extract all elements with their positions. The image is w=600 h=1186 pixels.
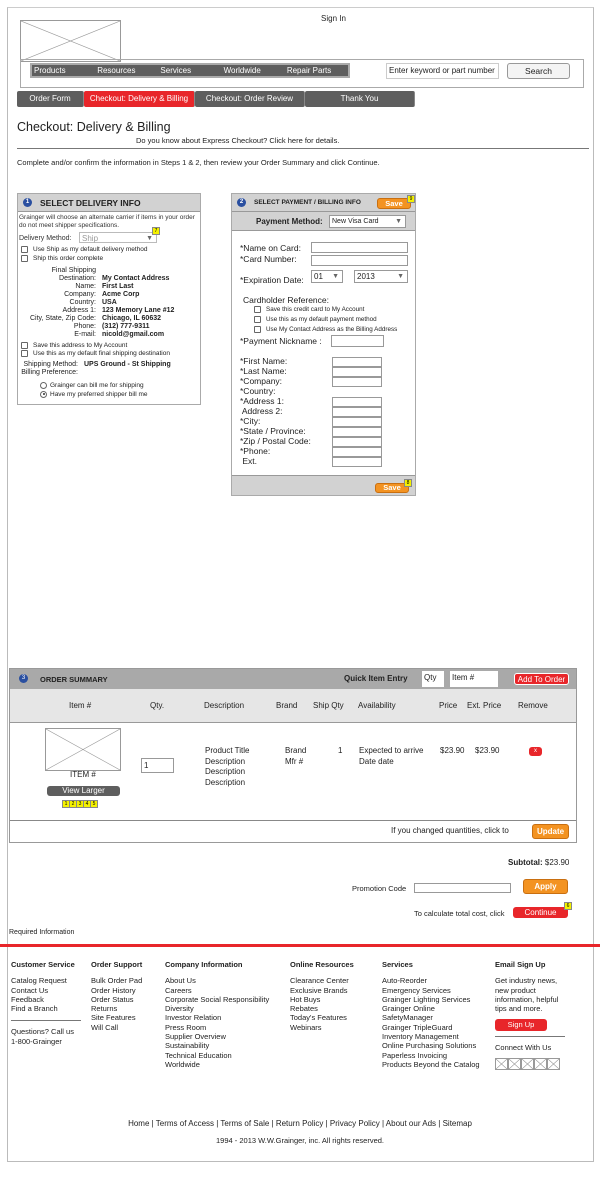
billing-field-label: *Last Name: [240,366,287,376]
rating-tag[interactable]: 4 [83,800,91,808]
column-header: Ext. Price [467,701,502,710]
default-payment-checkbox[interactable] [254,316,261,323]
customer-service-phone: Questions? Call us [11,1027,74,1037]
footer-link[interactable]: Sustainability [165,1041,210,1051]
column-header: Availability [358,701,396,710]
detail-value: Acme Corp [102,291,140,298]
save-address-checkbox[interactable] [21,342,28,349]
delivery-method-label: Delivery Method: [19,235,72,242]
footer-link[interactable]: Paperless Invoicing [382,1050,448,1060]
detail-value: My Contact Address [102,275,170,282]
nav-products[interactable]: Products [34,66,66,75]
step-thank-you[interactable]: Thank You [305,91,415,107]
promo-code-input[interactable] [414,883,511,893]
footer-heading: Services [382,960,413,969]
page-title: Checkout: Delivery & Billing [17,120,171,134]
default-destination-checkbox[interactable] [21,350,28,357]
default-delivery-checkbox[interactable] [21,246,28,253]
nav-worldwide[interactable]: Worldwide [223,66,261,75]
delivery-method-value: Ship [82,234,99,243]
rating-tag[interactable]: 5 [90,800,98,808]
required-info-note: Required Information [9,929,75,936]
text-line: Product Title [205,746,250,755]
payment-method-label: Payment Method: [256,217,323,226]
footer-link[interactable]: Diversity [165,1004,194,1014]
footer-link[interactable]: Returns [91,1004,118,1014]
divider [11,1020,81,1021]
subtotal-value: $23.90 [544,858,570,867]
detail-label: E-mail: [74,331,96,338]
detail-label: Company: [64,291,96,298]
footer-link[interactable]: Press Room [165,1022,207,1032]
billing-field-label: *City: [240,416,261,426]
payment-method-select[interactable] [329,215,406,228]
exp-year-select[interactable] [354,270,408,283]
ship-complete-label: Ship this order complete [33,255,104,262]
detail-label: City, State, Zip Code: [29,315,96,322]
detail-row [18,299,200,307]
billing-field-label: *Phone: [240,446,271,456]
detail-label: Country: [69,299,96,306]
payment-method-value: New Visa Card [332,218,379,225]
divider [495,1036,565,1037]
shipper-bill-radio[interactable] [40,391,47,398]
main-menu [30,63,350,78]
payment-nickname-label: *Payment Nickname : [240,336,322,346]
grainger-bill-radio[interactable] [40,382,47,389]
instructions: Complete and/or confirm the information in Steps 1 & 2, then review your Order Summary and click Continue. [17,158,380,167]
detail-value: 123 Memory Lane #12 [102,307,175,314]
column-header: Qty. [150,701,165,710]
column-header: Description [204,701,245,710]
name-on-card-input[interactable] [311,242,408,253]
annotation-tag: 7 [152,227,160,235]
promo-code-label: Promotion Code [352,884,407,893]
billing-field-input[interactable] [332,367,382,377]
detail-row [18,291,200,299]
footer-link[interactable]: Investor Relation [165,1013,222,1023]
detail-row [18,315,200,323]
billing-field-input[interactable] [332,457,382,467]
update-button[interactable]: Update [532,824,569,839]
text-line: Description [205,756,246,766]
quick-item-input[interactable]: Item # [450,671,498,687]
sign-in-link[interactable]: Sign In [321,14,346,23]
footer-link[interactable]: Order Status [91,994,134,1004]
chevron-down-icon: ▼ [332,273,339,280]
footer-column [382,960,502,1069]
copyright: 1994 - 2013 W.W.Grainger, inc. All rights reserved. [216,1136,384,1145]
view-larger-button[interactable]: View Larger [47,786,120,796]
detail-row [18,323,200,331]
exp-month-select[interactable] [311,270,343,283]
item-ship-qty: 1 [338,746,343,755]
social-icon[interactable] [547,1058,560,1070]
card-number-input[interactable] [311,255,408,266]
footer-column [495,960,570,1070]
delivery-header [18,194,200,212]
footer-heading: Company Information [165,960,243,969]
footer-link[interactable]: Bulk Order Pad [91,976,143,986]
footer-link[interactable]: Careers [165,985,192,995]
billing-field-label: *Country: [240,386,276,396]
step-order-review[interactable]: Checkout: Order Review [195,91,305,107]
ship-complete-checkbox[interactable] [21,255,28,262]
detail-value: Chicago, IL 60632 [102,315,162,322]
footer-link[interactable]: Corporate Social Responsibility [165,994,270,1004]
footer-link[interactable]: Auto-Reorder [382,976,428,986]
delivery-method-select[interactable] [79,232,157,243]
payment-title: SELECT PAYMENT / BILLING INFO [254,199,361,206]
billing-field-label: Address 2: [240,406,283,416]
column-header: Ship Qty [313,701,344,710]
detail-row [18,283,200,291]
payment-panel [231,193,416,496]
text-line: Brand [285,746,307,755]
detail-value: First Last [102,283,134,290]
column-header: Remove [518,701,548,710]
save-button-bottom[interactable]: Save [375,483,409,493]
social-icons [495,1058,570,1070]
express-checkout-link[interactable]: Do you know about Express Checkout? Click here for details. [136,136,340,145]
grainger-bill-label: Grainger can bill me for shipping [50,382,144,390]
calculate-instruction: To calculate total cost, click [414,909,505,918]
shipping-method-value: UPS Ground - St Shipping [84,361,171,369]
cardholder-reference-label: Cardholder Reference: [243,295,329,305]
search-button[interactable]: Search [507,63,570,79]
detail-row [18,267,200,283]
order-summary-title: ORDER SUMMARY [40,675,108,684]
exp-year-value: 2013 [357,272,375,281]
footer-link[interactable]: Exclusive Brands [290,985,348,995]
footer-link[interactable]: Webinars [290,1022,322,1032]
item-ext-price: $23.90 [475,746,500,755]
detail-value: (312) 777-9311 [102,323,150,330]
social-icon[interactable] [521,1058,534,1070]
text-line: Mfr # [285,756,304,766]
footer-link[interactable]: Worldwide [165,1059,200,1069]
signup-text: Get industry news, new product information, helpful tips and more. [495,976,559,1014]
footer-link[interactable]: Supplier Overview [165,1032,226,1042]
shipping-details [18,267,200,339]
footer-link[interactable]: Today's Features [290,1013,347,1023]
footer-link[interactable]: Online Purchasing Solutions [382,1041,477,1051]
step-number-icon: 1 [23,198,32,207]
footer-heading: Customer Service [11,960,75,969]
footer-link[interactable]: Inventory Management [382,1032,459,1042]
footer-link[interactable]: Technical Education [165,1050,232,1060]
footer-link[interactable]: Feedback [11,994,44,1004]
footer-links[interactable]: Home | Terms of Access | Terms of Sale | Return Policy | Privacy Policy | About our Ads | Sitemap [128,1119,472,1128]
footer-link[interactable]: Site Features [91,1013,136,1023]
footer-link[interactable]: Order History [91,985,136,995]
subtotal-label: Subtotal: [508,858,543,867]
billing-field-input[interactable] [332,357,382,367]
item-brand [285,746,306,767]
contact-billing-label: Use My Contact Address as the Billing Address [266,326,398,333]
default-payment-label: Use this as my default payment method [266,316,377,323]
step-delivery-billing[interactable]: Checkout: Delivery & Billing [84,91,195,107]
sign-up-button[interactable]: Sign Up [495,1019,547,1031]
billing-preference-label: Billing Preference: [21,369,78,377]
footer-heading: Order Support [91,960,143,969]
footer-heading: Email Sign Up [495,960,546,969]
column-header: Brand [276,701,298,710]
footer-link[interactable]: Rebates [290,1004,318,1014]
save-card-checkbox[interactable] [254,306,261,313]
name-on-card-label: *Name on Card: [240,243,301,253]
footer-link[interactable]: Will Call [91,1022,119,1032]
default-destination-label: Use this as my default final shipping destination [33,350,170,358]
carrier-note: Grainger will choose an alternate carrier if items in your order do not meet shipper specifications. [19,214,195,229]
detail-row [18,331,200,339]
rating-tag[interactable]: 1 [62,800,70,808]
item-number: ITEM # [70,770,96,779]
delivery-title: SELECT DELIVERY INFO [40,197,141,208]
logo-placeholder[interactable] [20,20,121,62]
annotation-tag: 8 [404,479,412,487]
save-address-label: Save this address to My Account [33,342,128,350]
rating-tag[interactable]: 3 [76,800,84,808]
shipper-bill-label: Have my preferred shipper bill me [50,390,148,398]
detail-value: nicold@gmail.com [102,331,165,338]
item-price: $23.90 [440,746,465,755]
billing-field-input[interactable] [332,437,382,447]
footer-link[interactable]: Grainger TripleGuard [382,1022,453,1032]
billing-field-input[interactable] [332,447,382,457]
add-to-order-button[interactable]: Add To Order [514,673,569,685]
column-header: Price [439,701,458,710]
annotation-tag: 9 [407,195,415,203]
quick-qty-input[interactable]: Qty [422,671,444,687]
billing-field-label: *Zip / Postal Code: [240,436,311,446]
column-header: Item # [69,701,92,710]
payment-nickname-input[interactable] [331,335,384,347]
billing-field-input[interactable] [332,377,382,387]
divider [10,820,576,821]
billing-field-input[interactable] [332,417,382,427]
update-instruction: If you changed quantities, click to [391,826,509,835]
footer-link[interactable]: Hot Buys [290,994,321,1004]
customer-service-phone: 1-800-Grainger [11,1036,62,1046]
billing-field-label: Ext. [240,456,258,466]
billing-field-label: *First Name: [240,356,288,366]
billing-field-input[interactable] [332,407,382,417]
chevron-down-icon: ▼ [395,218,402,225]
social-icon[interactable] [495,1058,508,1070]
annotation-tag: 6 [564,902,572,910]
social-icon[interactable] [508,1058,521,1070]
quick-item-entry-label: Quick Item Entry [344,674,408,683]
footer-link[interactable]: Products Beyond the Catalog [382,1059,480,1069]
connect-label: Connect With Us [495,1043,552,1053]
text-line: Description [205,767,246,776]
search-input[interactable]: Enter keyword or part number [386,63,499,79]
rating-tags [62,800,97,808]
footer-link[interactable]: Clearance Center [290,976,349,986]
chevron-down-icon: ▼ [146,235,153,242]
billing-field-input[interactable] [332,397,382,407]
divider [17,148,589,149]
footer-divider [0,944,600,947]
nav-repair-parts[interactable]: Repair Parts [286,66,332,75]
detail-label: Phone: [73,323,96,330]
step-number-icon: 2 [237,198,246,207]
billing-field-label: *Company: [240,376,283,386]
footer-link[interactable]: Grainger Lighting Services [382,994,471,1004]
detail-label: Name: [75,283,96,290]
text-line: Expected to arrive [359,746,424,755]
chevron-down-icon: ▼ [397,273,404,280]
billing-field-label: *Address 1: [240,396,284,406]
exp-month-value: 01 [314,272,323,281]
social-icon[interactable] [534,1058,547,1070]
footer-link[interactable]: Emergency Services [382,985,451,995]
nav-resources[interactable]: Resources [97,66,136,75]
item-description [205,746,249,788]
text-line: Description [205,777,246,787]
delivery-panel [17,193,201,405]
default-delivery-label: Use Ship as my default delivery method [33,246,148,253]
continue-button[interactable]: Continue [513,907,568,918]
billing-field-input[interactable] [332,427,382,437]
order-summary-panel [9,668,577,843]
footer-heading: Online Resources [290,960,354,969]
step-order-form[interactable]: Order Form [17,91,84,107]
nav-services[interactable]: Services [160,66,192,75]
detail-label: Final Shipping Destination: [51,267,96,282]
contact-billing-checkbox[interactable] [254,326,261,333]
footer-link[interactable]: Find a Branch [11,1004,58,1014]
footer-link[interactable]: Grainger Online [382,1004,435,1014]
save-button-top[interactable]: Save [377,198,411,209]
text-line: Date date [359,756,394,766]
footer-column [165,960,285,1069]
detail-value: USA [102,299,117,306]
rating-tag[interactable]: 2 [69,800,77,808]
footer-link[interactable]: SafetyManager [382,1013,433,1023]
step-number-icon: 3 [19,674,28,683]
footer-link[interactable]: About Us [165,976,196,986]
save-card-label: Save this credit card to My Account [266,306,365,313]
card-number-label: *Card Number: [240,254,297,264]
order-summary-header [10,669,576,689]
billing-field-label: *State / Province: [240,426,306,436]
shipping-method-label: Shipping Method: [23,361,78,369]
apply-button[interactable]: Apply [523,879,568,894]
item-availability [359,746,423,767]
footer-link[interactable]: Contact Us [11,985,49,995]
detail-label: Address 1: [62,307,96,314]
detail-row [18,307,200,315]
expiration-label: *Expiration Date: [240,275,304,285]
footer-link[interactable]: Catalog Request [11,976,67,986]
product-image-placeholder[interactable] [45,728,121,771]
item-qty-input[interactable]: 1 [141,758,174,773]
remove-item-button[interactable]: x [529,747,542,756]
